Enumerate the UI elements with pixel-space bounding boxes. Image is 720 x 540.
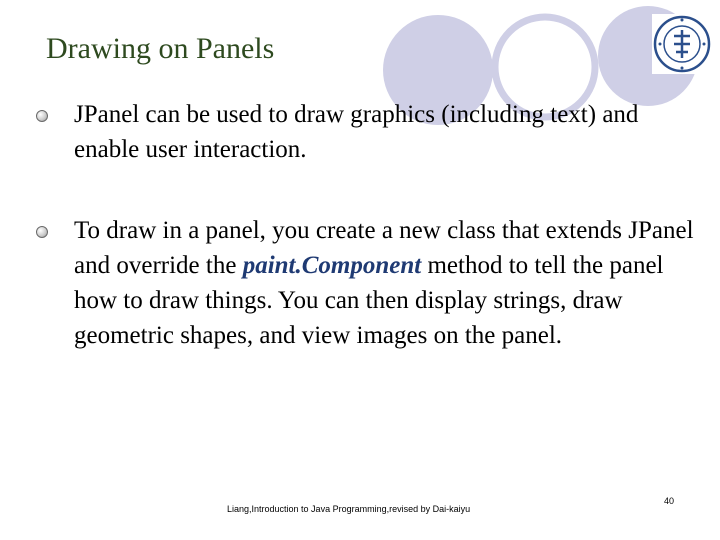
- bullet-icon: [36, 110, 48, 122]
- slide-footer: Liang,Introduction to Java Programming,revised by Dai-kaiyu: [227, 504, 471, 514]
- bullet-text: JPanel can be used to draw graphics (including text) and enable user interaction.: [74, 101, 639, 163]
- bullet-text: [74, 217, 694, 349]
- bullet-icon: [36, 226, 48, 238]
- method-name-emphasis: paint.Component: [242, 252, 422, 279]
- bullet-text-after: method to tell the panel how to draw things. You can then display strings, draw geometric shapes, and view images on the panel.: [74, 252, 664, 349]
- bullet-text-before: To draw in a panel, you create a new class that extends JPanel and override the: [74, 217, 694, 279]
- bullet-list: [36, 97, 696, 353]
- page-number: 40: [664, 496, 675, 506]
- slide-title: Drawing on Panels: [46, 32, 275, 65]
- bullet-item: [36, 213, 696, 353]
- bullet-item: [36, 97, 696, 167]
- university-seal-icon: [652, 14, 712, 74]
